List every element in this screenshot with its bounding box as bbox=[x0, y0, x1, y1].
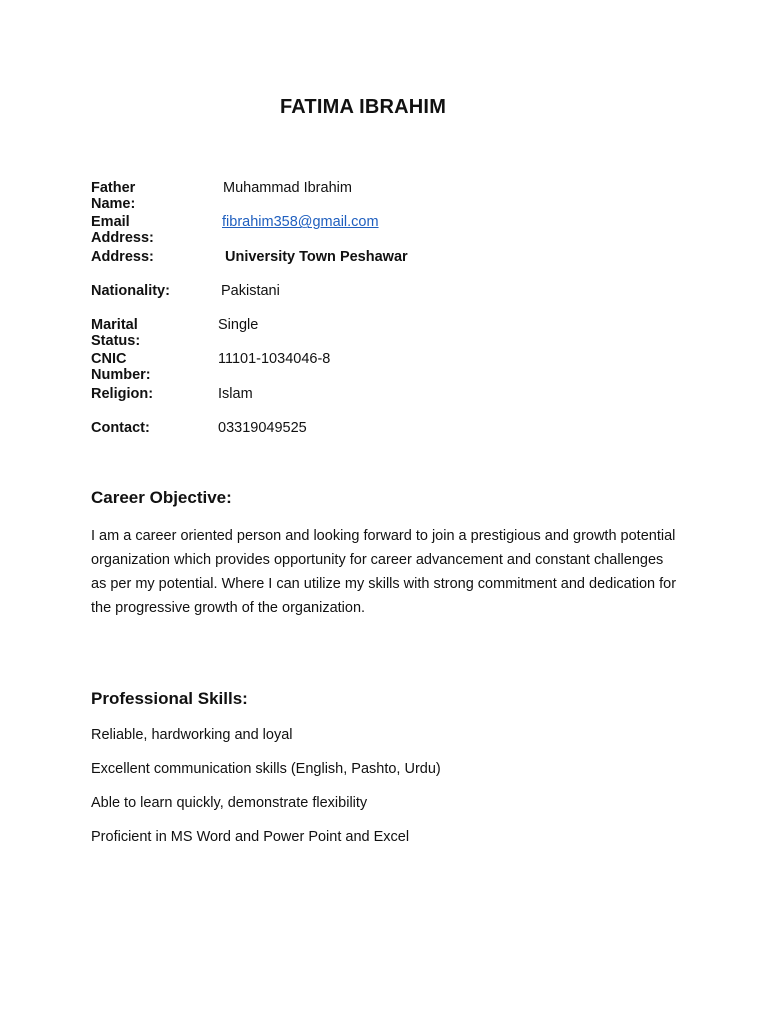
detail-value: Single bbox=[218, 317, 259, 334]
detail-label: Religion: bbox=[91, 385, 154, 402]
detail-value: Muhammad Ibrahim bbox=[223, 180, 352, 196]
detail-label: Nationality: bbox=[91, 282, 170, 299]
list-item: Able to learn quickly, demonstrate flexibility bbox=[91, 795, 368, 811]
list-item: Excellent communication skills (English, Pashto, Urdu) bbox=[91, 761, 441, 777]
detail-label: CNIC Number: bbox=[91, 351, 151, 384]
skills-list bbox=[91, 727, 441, 863]
resume-name: FATIMA IBRAHIM bbox=[279, 96, 447, 118]
detail-label: Email Address: bbox=[91, 214, 154, 247]
email-link[interactable]: fibrahim358@gmail.com bbox=[222, 214, 379, 231]
detail-value: 11101-1034046-8 bbox=[218, 351, 331, 368]
list-item: Proficient in MS Word and Power Point and Excel bbox=[91, 829, 410, 845]
professional-skills-heading: Professional Skills: bbox=[91, 689, 248, 708]
detail-value: Pakistani bbox=[221, 282, 280, 299]
detail-label: Address: bbox=[91, 248, 154, 265]
detail-label: Contact: bbox=[91, 420, 150, 437]
list-item: Reliable, hardworking and loyal bbox=[91, 727, 293, 743]
detail-value: University Town Peshawar bbox=[225, 248, 408, 265]
detail-label: Father Name: bbox=[91, 180, 136, 212]
career-objective-text: I am a career oriented person and looking forward to join a prestigious and growth potential organization which provides opportunity for career advancement and constant challenges as per my potential. Where I can utilize my skills with strong commitment and dedication for the progressive growth of the organization. bbox=[91, 528, 677, 616]
detail-value: Islam bbox=[218, 385, 253, 402]
detail-label: Marital Status: bbox=[91, 317, 141, 350]
detail-value: 03319049525 bbox=[218, 420, 307, 437]
career-objective-heading: Career Objective: bbox=[91, 488, 232, 507]
